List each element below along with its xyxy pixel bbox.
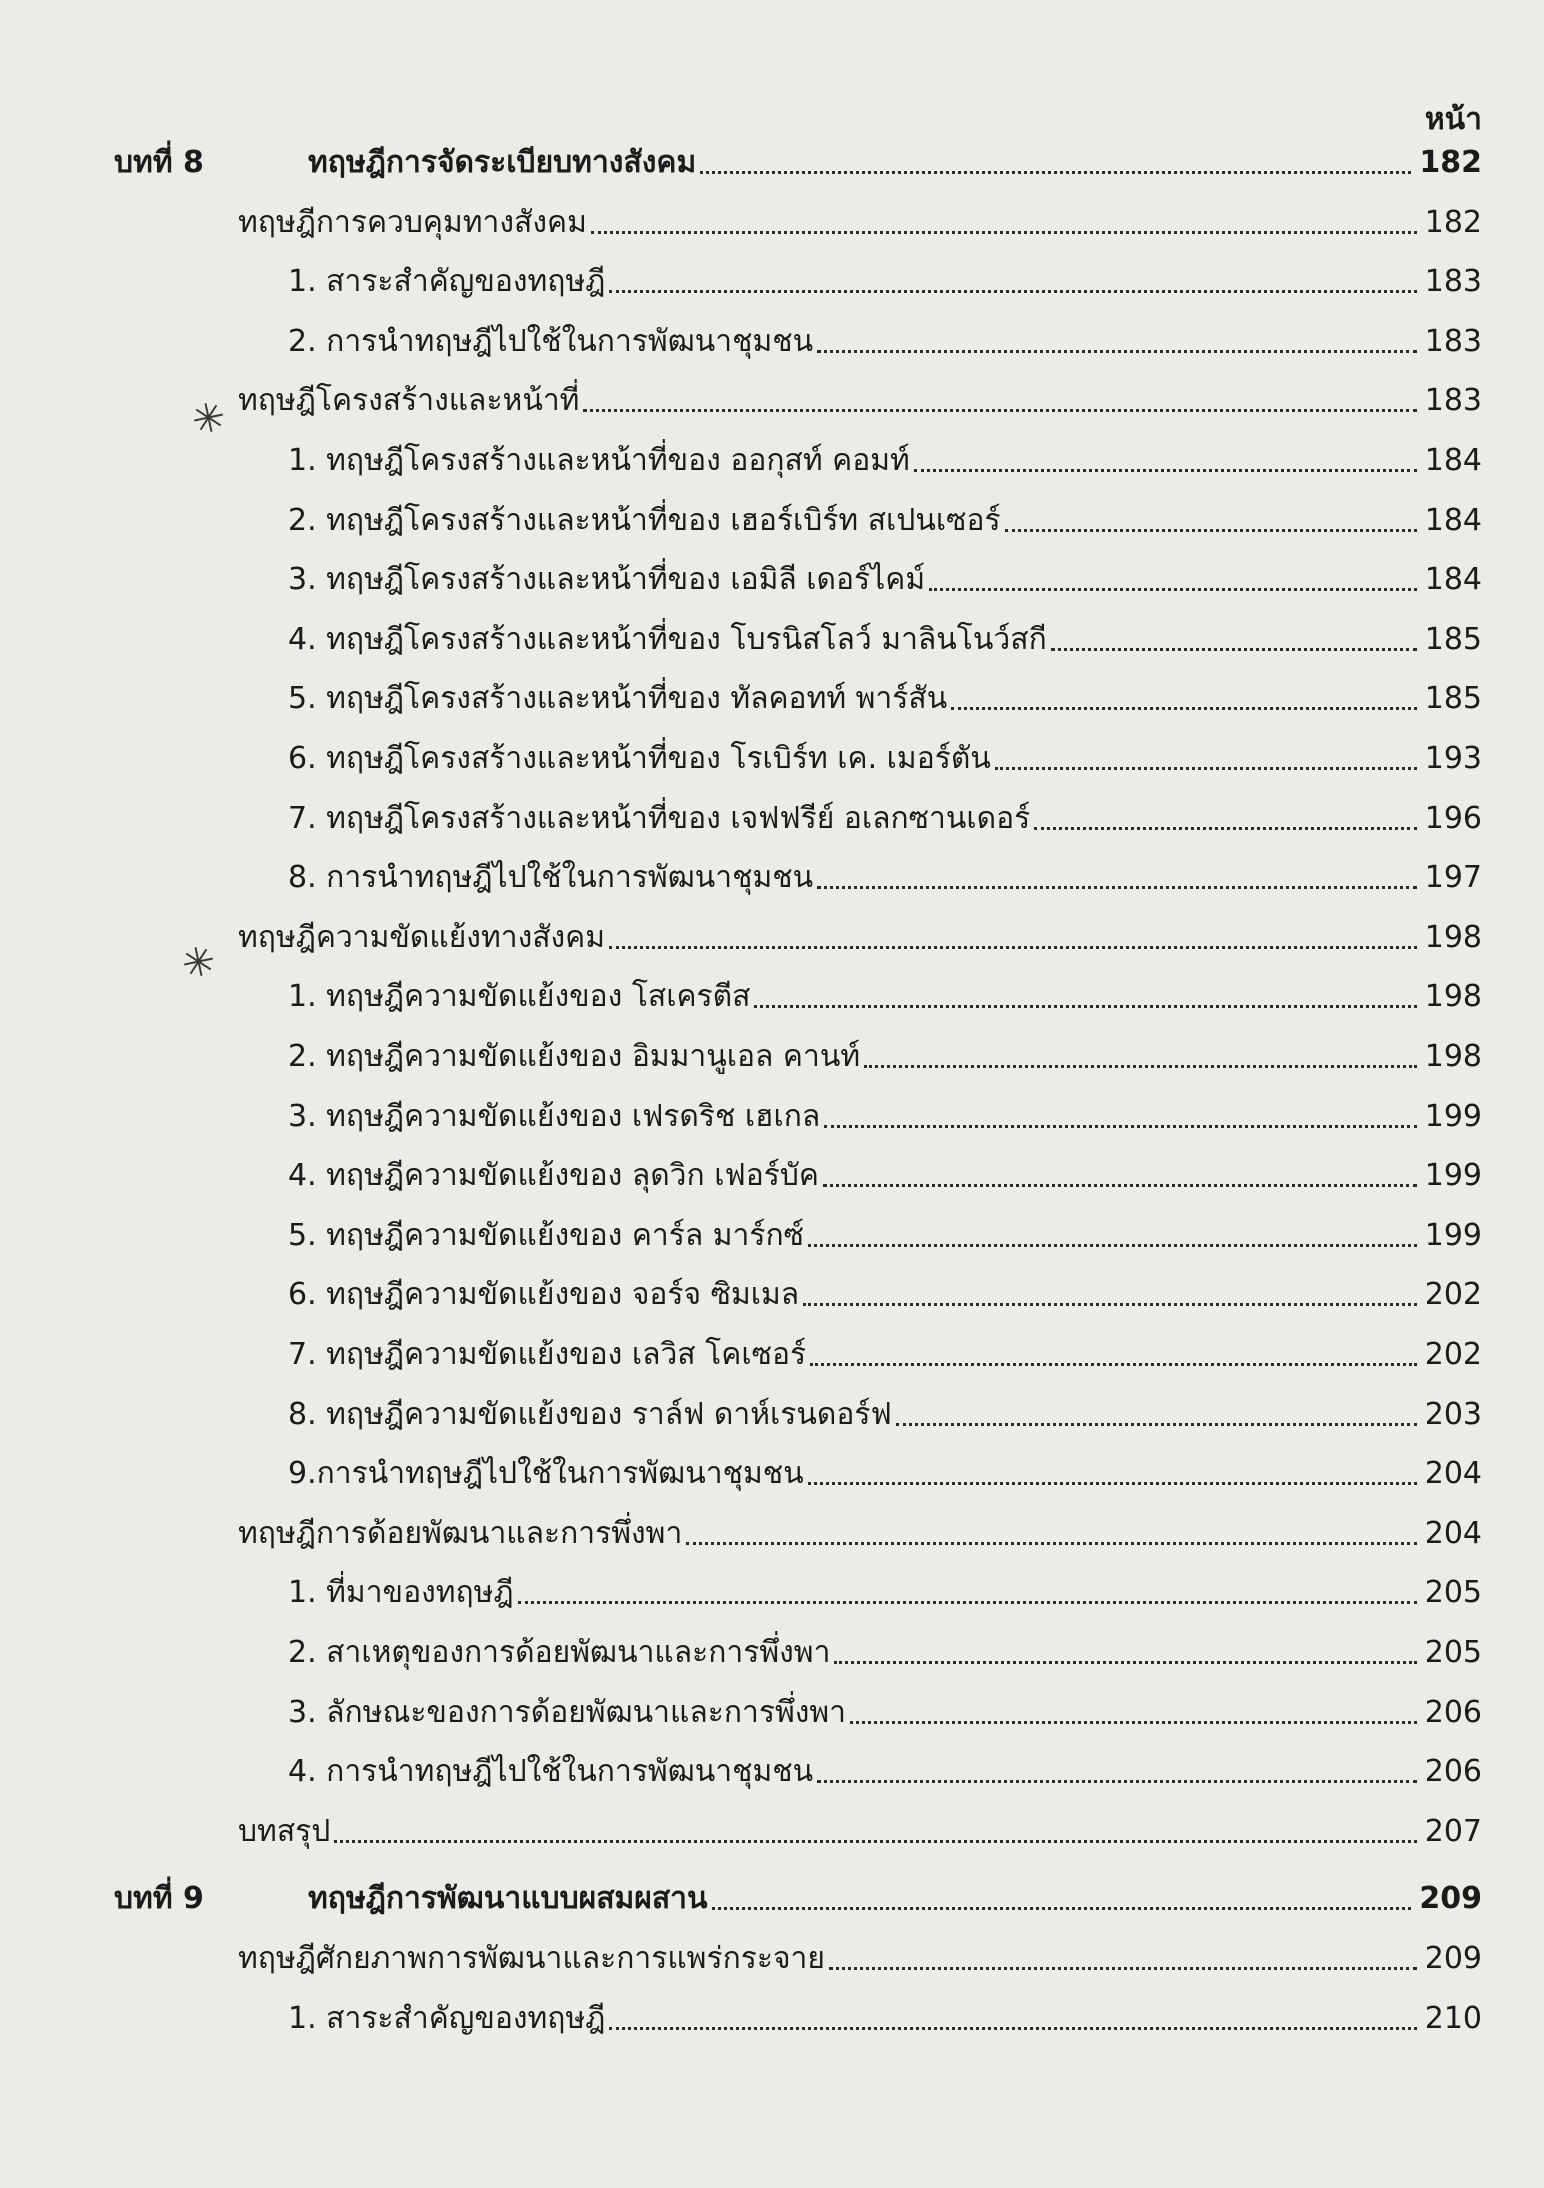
- toc-entry-title: 3. ลักษณะของการด้อยพัฒนาและการพึ่งพา: [288, 1695, 847, 1730]
- toc-page-number: 205: [1424, 1575, 1482, 1610]
- toc-entry-title: 1. ทฤษฎีความขัดแย้งของ โสเครตีส: [288, 979, 751, 1014]
- toc-page-number: 202: [1424, 1337, 1482, 1372]
- toc-entry-title: 2. สาเหตุของการด้อยพัฒนาและการพึ่งพา: [288, 1635, 831, 1670]
- dot-leader: [591, 231, 1417, 234]
- toc-entry-title: 3. ทฤษฎีความขัดแย้งของ เฟรดริช เฮเกล: [288, 1099, 821, 1134]
- toc-entry-title: 7. ทฤษฎีความขัดแย้งของ เลวิส โคเซอร์: [288, 1337, 807, 1372]
- toc-page-number: 206: [1424, 1754, 1482, 1789]
- toc-chapter-number: บทที่ 8: [114, 145, 204, 180]
- dot-leader: [1034, 827, 1416, 830]
- toc-entry-title: 9.การนำทฤษฎีไปใช้ในการพัฒนาชุมชน: [288, 1456, 804, 1491]
- toc-section-row: [238, 381, 1482, 421]
- toc-entry-title: 1. สาระสำคัญของทฤษฎี: [288, 2001, 606, 2036]
- toc-subsection-row: [288, 322, 1482, 362]
- toc-entry-title: 1. ทฤษฎีโครงสร้างและหน้าที่ของ ออกุสท์ คอมท์: [288, 443, 910, 478]
- toc-entry-title: 4. ทฤษฎีโครงสร้างและหน้าที่ของ โบรนิสโลว์ มาลินโนว์สกี: [288, 622, 1047, 657]
- toc-section-row: [238, 1812, 1482, 1852]
- toc-entry-title: 1. ที่มาของทฤษฎี: [288, 1575, 514, 1610]
- dot-leader: [824, 1125, 1416, 1128]
- handwritten-star-mark-icon: ✳: [177, 937, 220, 989]
- toc-page-number: 199: [1424, 1099, 1482, 1134]
- toc-page-number: 204: [1424, 1516, 1482, 1551]
- toc-page-number: 209: [1424, 1941, 1482, 1976]
- dot-leader: [583, 409, 1416, 412]
- dot-leader: [896, 1423, 1417, 1426]
- toc-entry-title: 3. ทฤษฎีโครงสร้างและหน้าที่ของ เอมิลี เดอร์ไคม์: [288, 562, 926, 597]
- dot-leader: [810, 1363, 1417, 1366]
- dot-leader: [995, 767, 1417, 770]
- toc-entry-title: 2. ทฤษฎีโครงสร้างและหน้าที่ของ เฮอร์เบิร์ท สเปนเซอร์: [288, 503, 1001, 538]
- toc-section-row: [238, 1514, 1482, 1554]
- toc-subsection-row: [288, 1633, 1482, 1673]
- toc-page-number: 198: [1424, 920, 1482, 955]
- toc-entry-title: ทฤษฎีการควบคุมทางสังคม: [238, 205, 587, 240]
- toc-subsection-row: [288, 620, 1482, 660]
- dot-leader: [1051, 648, 1417, 651]
- toc-chapter-row: [114, 143, 1482, 183]
- toc-subsection-row: [288, 1037, 1482, 1077]
- toc-entry-title: 8. การนำทฤษฎีไปใช้ในการพัฒนาชุมชน: [288, 860, 814, 895]
- toc-page-number: 210: [1424, 2001, 1482, 2036]
- toc-page-number: 183: [1424, 264, 1482, 299]
- toc-entry-title: 2. ทฤษฎีความขัดแย้งของ อิมมานูเอล คานท์: [288, 1039, 861, 1074]
- toc-section-row: [238, 918, 1482, 958]
- toc-page-number: 204: [1424, 1456, 1482, 1491]
- toc-page-number: 185: [1424, 681, 1482, 716]
- toc-entry-title: ทฤษฎีการพัฒนาแบบผสมผสาน: [308, 1881, 708, 1916]
- toc-section-row: [238, 203, 1482, 243]
- dot-leader: [803, 1303, 1417, 1306]
- toc-subsection-row: [288, 262, 1482, 302]
- toc-subsection-row: [288, 501, 1482, 541]
- toc-page-number: 198: [1424, 1039, 1482, 1074]
- toc-subsection-row: [288, 858, 1482, 898]
- toc-entry-title: ทฤษฎีศักยภาพการพัฒนาและการแพร่กระจาย: [238, 1941, 825, 1976]
- toc-subsection-row: [288, 1752, 1482, 1792]
- dot-leader: [829, 1967, 1417, 1970]
- toc-entry-title: ทฤษฎีโครงสร้างและหน้าที่: [238, 383, 580, 418]
- toc-entry-title: 6. ทฤษฎีความขัดแย้งของ จอร์จ ซิมเมล: [288, 1277, 800, 1312]
- toc-page-number: 207: [1424, 1814, 1482, 1849]
- dot-leader: [609, 946, 1417, 949]
- toc-entry-title: 4. การนำทฤษฎีไปใช้ในการพัฒนาชุมชน: [288, 1754, 814, 1789]
- toc-subsection-row: [288, 1097, 1482, 1137]
- toc-chapter-row: [114, 1879, 1482, 1919]
- toc-page-number: 199: [1424, 1218, 1482, 1253]
- toc-subsection-row: [288, 739, 1482, 779]
- toc-page-number: 183: [1424, 324, 1482, 359]
- dot-leader: [850, 1721, 1417, 1724]
- toc-subsection-row: [288, 1335, 1482, 1375]
- toc-page-number: 209: [1419, 1881, 1482, 1916]
- dot-leader: [754, 1005, 1416, 1008]
- toc-page-number: 205: [1424, 1635, 1482, 1670]
- toc-subsection-row: [288, 1693, 1482, 1733]
- toc-page-number: 184: [1424, 503, 1482, 538]
- toc-subsection-row: [288, 1573, 1482, 1613]
- dot-leader: [686, 1542, 1416, 1545]
- toc-page-number: 203: [1424, 1397, 1482, 1432]
- toc-subsection-row: [288, 1454, 1482, 1494]
- toc-entry-title: ทฤษฎีการจัดระเบียบทางสังคม: [308, 145, 697, 180]
- dot-leader: [609, 2027, 1416, 2030]
- toc-page-number: 206: [1424, 1695, 1482, 1730]
- toc-entry-title: 7. ทฤษฎีโครงสร้างและหน้าที่ของ เจฟฟรีย์ อเลกซานเดอร์: [288, 801, 1031, 836]
- toc-entry-title: 6. ทฤษฎีโครงสร้างและหน้าที่ของ โรเบิร์ท เค. เมอร์ตัน: [288, 741, 991, 776]
- dot-leader: [518, 1601, 1417, 1604]
- toc-subsection-row: [288, 1395, 1482, 1435]
- toc-page-number: 193: [1424, 741, 1482, 776]
- dot-leader: [951, 707, 1417, 710]
- toc-page-number: 198: [1424, 979, 1482, 1014]
- dot-leader: [712, 1907, 1412, 1910]
- toc-page-number: 199: [1424, 1158, 1482, 1193]
- dot-leader: [1005, 529, 1417, 532]
- toc-entry-title: 5. ทฤษฎีความขัดแย้งของ คาร์ล มาร์กซ์: [288, 1218, 805, 1253]
- toc-subsection-row: [288, 441, 1482, 481]
- toc-entry-title: บทสรุป: [238, 1814, 331, 1849]
- toc-page-number: 185: [1424, 622, 1482, 657]
- toc-entry-title: 4. ทฤษฎีความขัดแย้งของ ลุดวิก เฟอร์บัค: [288, 1158, 819, 1193]
- toc-subsection-row: [288, 1275, 1482, 1315]
- toc-entry-title: 2. การนำทฤษฎีไปใช้ในการพัฒนาชุมชน: [288, 324, 814, 359]
- toc-entry-title: 5. ทฤษฎีโครงสร้างและหน้าที่ของ ทัลคอทท์ พาร์สัน: [288, 681, 948, 716]
- dot-leader: [817, 1780, 1417, 1783]
- toc-page-number: 182: [1424, 205, 1482, 240]
- toc-subsection-row: [288, 1156, 1482, 1196]
- toc-page-number: 202: [1424, 1277, 1482, 1312]
- dot-leader: [914, 469, 1417, 472]
- dot-leader: [817, 350, 1417, 353]
- toc-subsection-row: [288, 560, 1482, 600]
- toc-chapter-number: บทที่ 9: [114, 1881, 204, 1916]
- toc-entry-title: ทฤษฎีการด้อยพัฒนาและการพึ่งพา: [238, 1516, 683, 1551]
- toc-subsection-row: [288, 1999, 1482, 2039]
- dot-leader: [864, 1065, 1417, 1068]
- dot-leader: [808, 1244, 1417, 1247]
- toc-page-number: 183: [1424, 383, 1482, 418]
- dot-leader: [808, 1482, 1417, 1485]
- dot-leader: [609, 290, 1416, 293]
- toc-subsection-row: [288, 679, 1482, 719]
- dot-leader: [834, 1661, 1416, 1664]
- toc-page-number: 196: [1424, 801, 1482, 836]
- dot-leader: [817, 886, 1417, 889]
- toc-page-number: 197: [1424, 860, 1482, 895]
- dot-leader: [929, 588, 1417, 591]
- dot-leader: [334, 1840, 1416, 1843]
- handwritten-star-mark-icon: ✳: [187, 393, 230, 445]
- dot-leader: [700, 171, 1411, 174]
- toc-page-number: 184: [1424, 562, 1482, 597]
- toc-page-number: 184: [1424, 443, 1482, 478]
- toc-subsection-row: [288, 977, 1482, 1017]
- toc-section-row: [238, 1939, 1482, 1979]
- toc-entry-title: 8. ทฤษฎีความขัดแย้งของ ราล์ฟ ดาห์เรนดอร์ฟ: [288, 1397, 892, 1432]
- dot-leader: [823, 1184, 1417, 1187]
- page-column-label: หน้า: [1424, 102, 1482, 137]
- toc-entry-title: 1. สาระสำคัญของทฤษฎี: [288, 264, 606, 299]
- toc-subsection-row: [288, 1216, 1482, 1256]
- toc-page-number: 182: [1419, 145, 1482, 180]
- toc-subsection-row: [288, 799, 1482, 839]
- toc-entry-title: ทฤษฎีความขัดแย้งทางสังคม: [238, 920, 606, 955]
